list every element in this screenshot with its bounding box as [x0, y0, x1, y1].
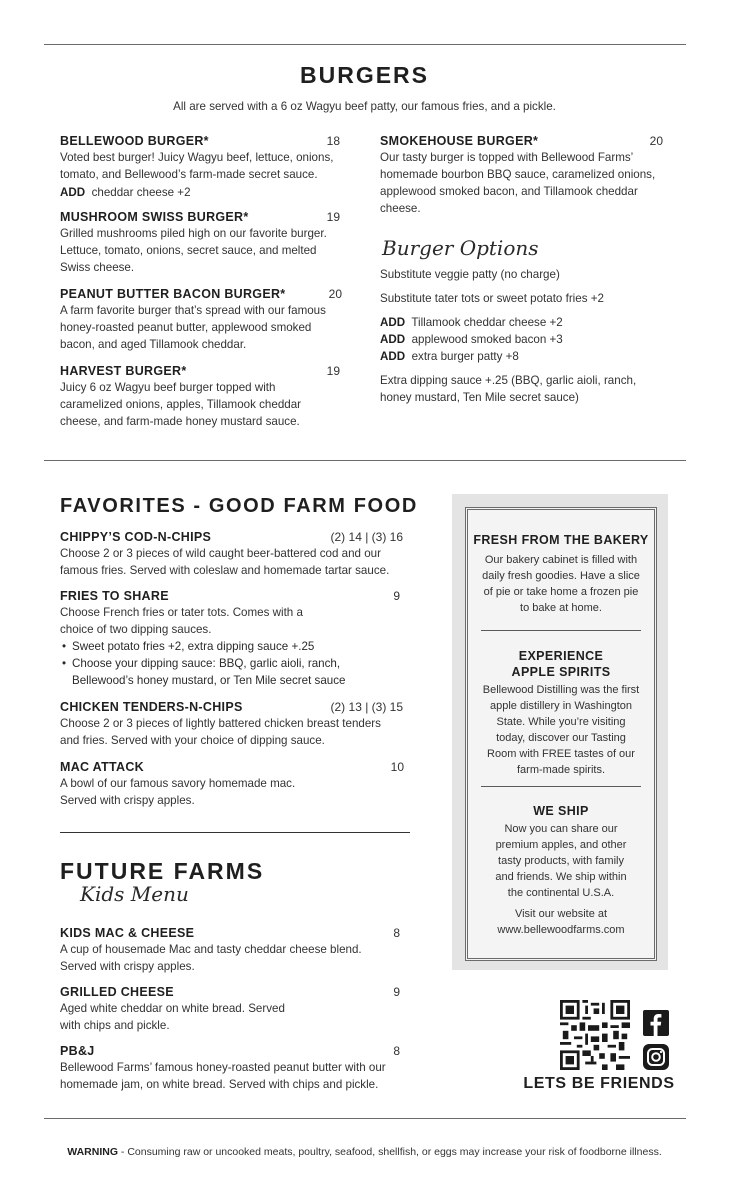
favorites-title: FAVORITES - GOOD FARM FOOD — [60, 495, 418, 517]
veggie-option: Substitute veggie patty (no charge) — [380, 268, 560, 281]
menu-item-harvest-burger — [60, 364, 340, 430]
sidebar-divider — [481, 630, 641, 631]
add-option-row — [380, 348, 670, 365]
item-description: Choose 2 or 3 pieces of wild caught beer-battered cod and our famous fries. Served with coleslaw and homemade tartar sauce. — [60, 547, 390, 577]
menu-item-mushroom-swiss-burger — [60, 210, 340, 276]
add-label: ADD — [380, 350, 406, 363]
add-option-row — [380, 314, 670, 331]
item-name: CHICKEN TENDERS-N-CHIPS — [60, 700, 243, 714]
spirits-title-1: EXPERIENCE — [518, 649, 604, 663]
item-description: Grilled mushrooms piled high on our favorite burger. Lettuce, tomato, onions, secret sauce, and melted Swiss cheese. — [60, 227, 327, 274]
add-option: cheddar cheese +2 — [91, 186, 191, 199]
add-label: ADD — [380, 316, 406, 329]
item-name: KIDS MAC & CHEESE — [60, 926, 195, 940]
warning-label: WARNING — [67, 1146, 118, 1158]
bakery-text: Our bakery cabinet is filled with daily fresh goodies. Have a slice of pie or take home a frozen pie to bake at home. — [482, 554, 640, 614]
item-name: MAC ATTACK — [60, 760, 144, 774]
menu-item-cod-n-chips — [60, 530, 403, 579]
sidebar-divider — [481, 786, 641, 787]
item-name: HARVEST BURGER* — [60, 364, 187, 378]
social-tagline: LETS BE FRIENDS — [523, 1075, 675, 1092]
foodborne-warning — [0, 1146, 729, 1158]
item-description: A farm favorite burger that’s spread with our famous honey-roasted peanut butter, applewood smoked bacon, and aged Tillamook cheddar. — [60, 304, 326, 351]
spirits-title-2: APPLE SPIRITS — [511, 665, 611, 679]
item-price: 10 — [390, 760, 404, 774]
item-description: Aged white cheddar on white bread. Served with chips and pickle. — [60, 1002, 285, 1032]
menu-item-smokehouse-burger — [380, 134, 663, 217]
item-name: PB&J — [60, 1044, 95, 1058]
item-price: (2) 13 | (3) 15 — [330, 700, 403, 714]
bakery-title: FRESH FROM THE BAKERY — [473, 533, 649, 547]
item-name: GRILLED CHEESE — [60, 985, 174, 999]
info-sidebar — [452, 494, 668, 970]
item-name: SMOKEHOUSE BURGER* — [380, 134, 539, 148]
visit-text: Visit our website at — [514, 908, 608, 920]
item-description: Choose French fries or tater tots. Comes with a choice of two dipping sauces. — [60, 606, 303, 636]
ship-block — [468, 803, 654, 938]
item-description: A cup of housemade Mac and tasty cheddar cheese blend. Served with crispy apples. — [60, 943, 362, 973]
add-label: ADD — [380, 333, 406, 346]
menu-item-fries-to-share — [60, 589, 400, 689]
kids-menu-script: Kids Menu — [80, 882, 189, 906]
middle-divider — [44, 460, 686, 461]
website-link[interactable]: www.bellewoodfarms.com — [497, 924, 625, 936]
item-description: Bellewood Farms’ famous honey-roasted peanut butter with our homemade jam, on white bread. Served with chips and pickle. — [60, 1061, 386, 1091]
item-price: 18 — [326, 134, 340, 148]
item-description: Voted best burger! Juicy Wagyu beef, lettuce, onions, tomato, and Bellewood’s farm-made secret sauce. — [60, 151, 334, 181]
item-price: 9 — [393, 589, 400, 603]
item-price: 20 — [649, 134, 663, 148]
menu-item-mac-attack — [60, 760, 404, 809]
item-price: (2) 14 | (3) 16 — [330, 530, 403, 544]
item-price: 20 — [328, 287, 342, 301]
ship-title: WE SHIP — [533, 804, 589, 818]
list-item: • Sweet potato fries +2, extra dipping sauce +.25 — [60, 638, 400, 655]
top-divider — [44, 44, 686, 45]
add-option: extra burger patty +8 — [411, 350, 519, 363]
burger-options — [380, 266, 670, 406]
menu-item-chicken-tenders — [60, 700, 403, 749]
item-name: BELLEWOOD BURGER* — [60, 134, 209, 148]
add-option: applewood smoked bacon +3 — [411, 333, 563, 346]
burgers-title: BURGERS — [299, 62, 429, 88]
item-price: 19 — [326, 210, 340, 224]
burgers-subtitle: All are served with a 6 oz Wagyu beef patty, our famous fries, and a pickle. — [173, 100, 556, 113]
item-price: 8 — [393, 926, 400, 940]
warning-text: - Consuming raw or uncooked meats, poultry, seafood, shellfish, or eggs may increase your risk of foodborne illness. — [118, 1146, 662, 1158]
menu-item-grilled-cheese — [60, 985, 400, 1034]
favorites-divider — [60, 832, 410, 833]
kids-title: FUTURE FARMS — [60, 858, 265, 884]
qr-code-icon — [560, 1000, 630, 1070]
menu-item-kids-mac — [60, 926, 400, 975]
dipping-option: Extra dipping sauce +.25 (BBQ, garlic aioli, ranch, honey mustard, Ten Mile secret sauce) — [380, 374, 637, 404]
bottom-divider — [44, 1118, 686, 1119]
add-option: Tillamook cheddar cheese +2 — [411, 316, 563, 329]
add-option-row — [380, 331, 670, 348]
sidebar-frame — [465, 507, 657, 961]
facebook-icon[interactable] — [643, 1010, 669, 1036]
item-name: CHIPPY’S COD-N-CHIPS — [60, 530, 212, 544]
burger-options-title: Burger Options — [382, 236, 539, 260]
instagram-icon[interactable] — [643, 1044, 669, 1070]
item-name: PEANUT BUTTER BACON BURGER* — [60, 287, 286, 301]
list-item: • Choose your dipping sauce: BBQ, garlic aioli, ranch, Bellewood’s honey mustard, or Ten Mile secret sauce — [60, 655, 362, 689]
ship-text: Now you can share our premium apples, and other tasty products, with family and friends. We ship within the continental U.S.A. — [495, 823, 627, 899]
menu-item-bellewood-burger — [60, 134, 340, 201]
item-name: MUSHROOM SWISS BURGER* — [60, 210, 249, 224]
item-description: Our tasty burger is topped with Bellewood Farms’ homemade bourbon BBQ sauce, caramelized onions, applewood smoked bacon, and Tillamook cheddar cheese. — [380, 151, 656, 215]
item-price: 19 — [326, 364, 340, 378]
tots-option: Substitute tater tots or sweet potato fries +2 — [380, 292, 604, 305]
item-options-list — [60, 638, 400, 689]
menu-item-peanut-butter-bacon-burger — [60, 287, 342, 353]
item-name: FRIES TO SHARE — [60, 589, 169, 603]
spirits-text: Bellewood Distilling was the first apple distillery in Washington State. While you’re visiting today, discover our Tasting Room with FREE tastes of our farm-made spirits. — [482, 684, 640, 776]
menu-item-pbj — [60, 1044, 400, 1093]
bakery-block — [468, 532, 654, 616]
item-price: 8 — [393, 1044, 400, 1058]
spirits-block — [468, 648, 654, 778]
item-description: Juicy 6 oz Wagyu beef burger topped with caramelized onions, apples, Tillamook cheddar cheese, and farm-made honey mustard sauce. — [60, 381, 302, 428]
item-description: A bowl of our famous savory homemade mac. Served with crispy apples. — [60, 777, 296, 807]
item-description: Choose 2 or 3 pieces of lightly battered chicken breast tenders and fries. Served with your choice of dipping sauce. — [60, 717, 381, 747]
item-price: 9 — [393, 985, 400, 999]
add-label: ADD — [60, 186, 86, 199]
